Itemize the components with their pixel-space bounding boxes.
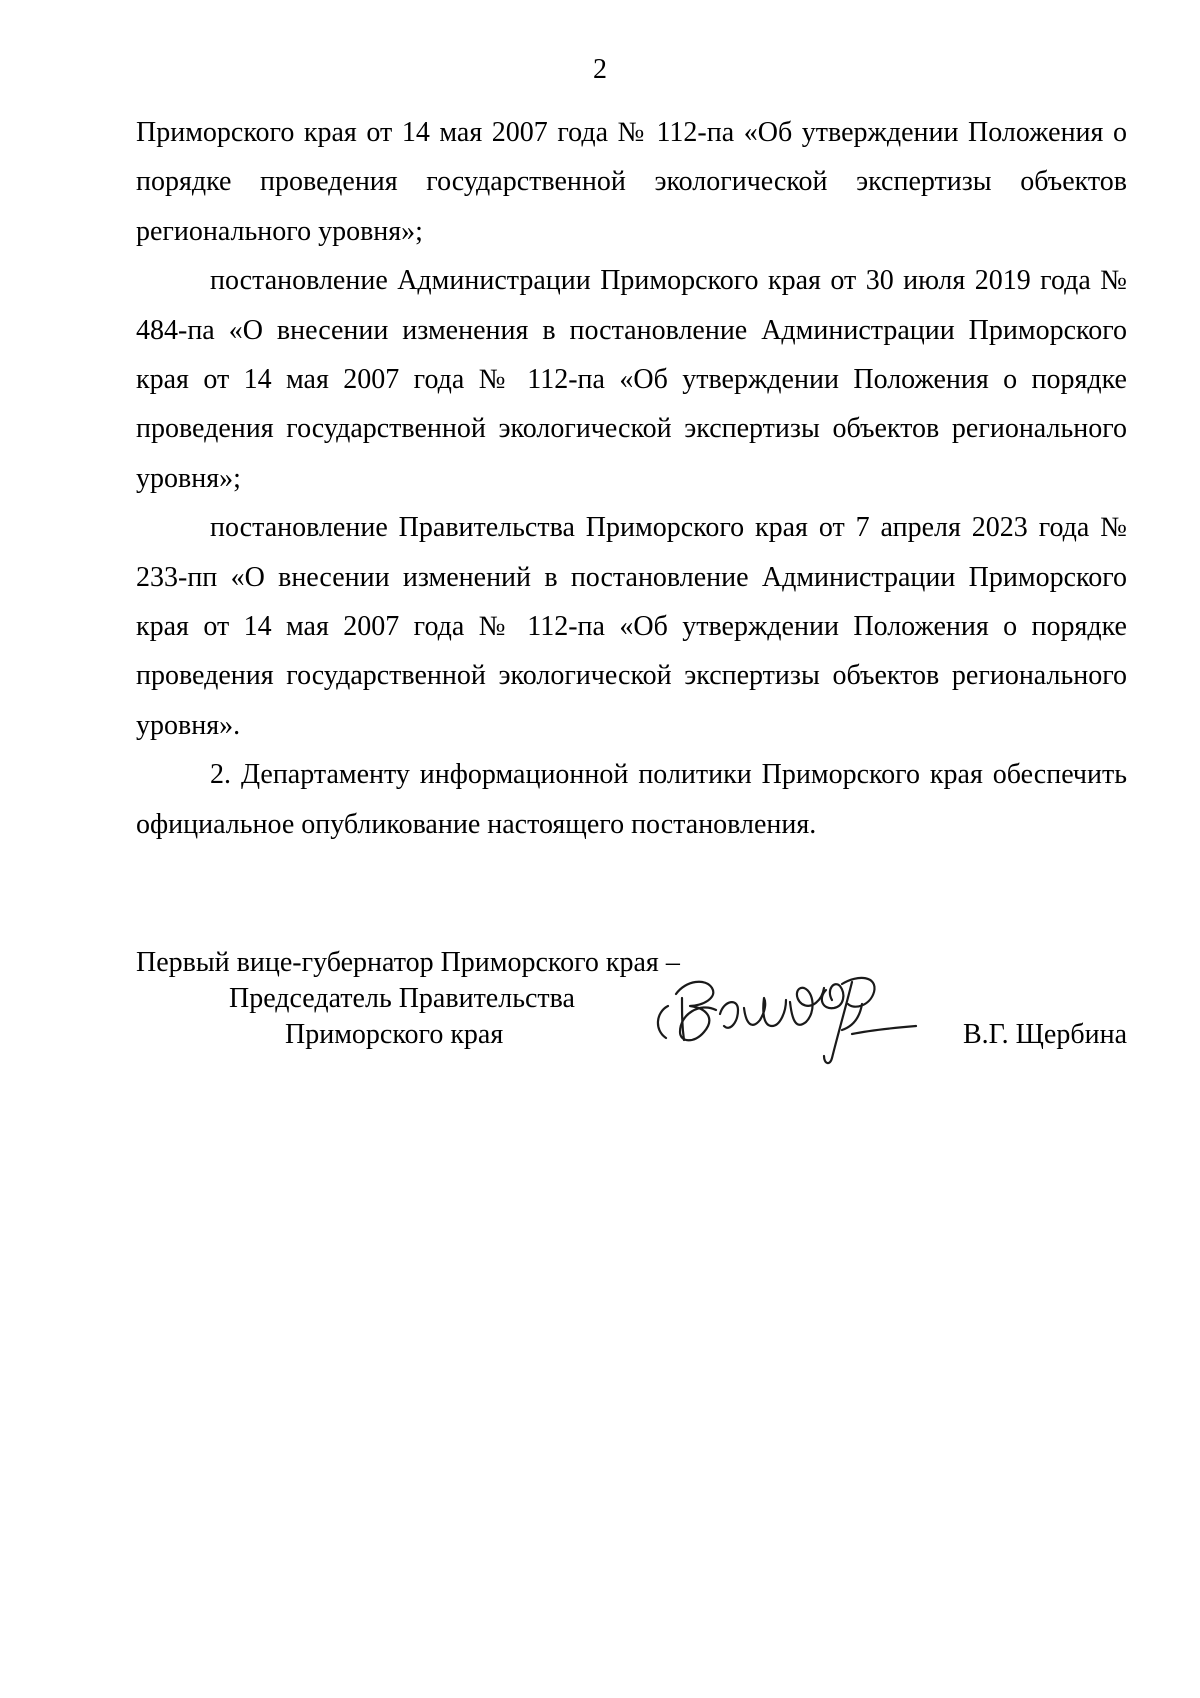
signatory-position-line3: Приморского края: [285, 1019, 504, 1050]
signatory-position-line1: Первый вице-губернатор Приморского края –: [136, 947, 680, 978]
paragraph-resolution-2019: постановление Администрации Приморского края от 30 июля 2019 года № 484-па «О внесении изменения в постановление Администрации Приморского края от 14 мая 2007 года № 112-па «Об утверждении Положения о порядке проведения государственной экологической экспертизы объектов регионального уровня»;: [136, 265, 1127, 494]
document-body: [136, 108, 1127, 849]
signatory-name: В.Г. Щербина: [962, 1019, 1127, 1050]
page-number: 2: [593, 54, 607, 85]
signatory-position-line2: Председатель Правительства: [229, 983, 575, 1014]
handwritten-signature: [646, 954, 921, 1074]
paragraph-continuation: Приморского края от 14 мая 2007 года № 112-па «Об утверждении Положения о порядке проведения государственной экологической экспертизы объектов регионального уровня»;: [136, 117, 1127, 247]
paragraph-item-2: 2. Департаменту информационной политики Приморского края обеспечить официальное опубликование настоящего постановления.: [136, 759, 1127, 840]
paragraph-resolution-2023: постановление Правительства Приморского края от 7 апреля 2023 года № 233-пп «О внесении изменений в постановление Администрации Приморского края от 14 мая 2007 года № 112-па «Об утверждении Положения о порядке проведения государственной экологической экспертизы объектов регионального уровня».: [136, 512, 1127, 741]
signature-block: [136, 946, 1127, 1096]
